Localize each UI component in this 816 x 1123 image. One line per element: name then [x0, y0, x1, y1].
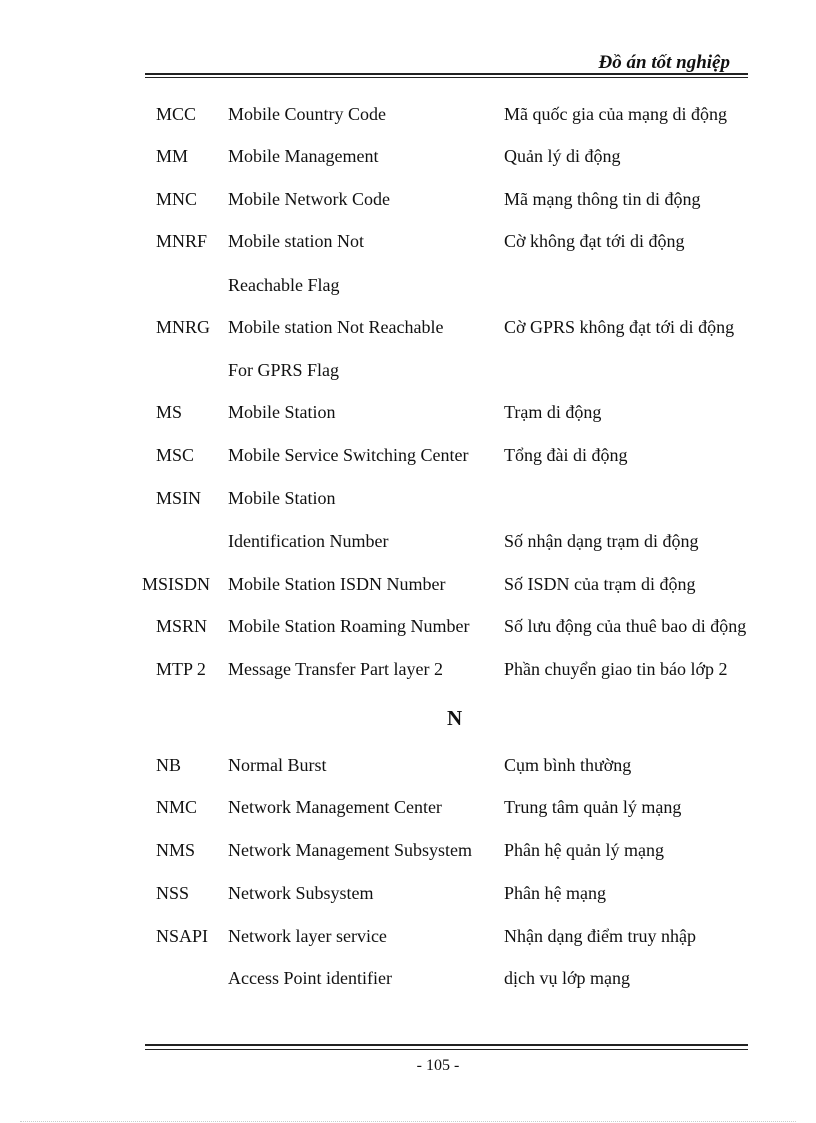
footer-rule-top — [145, 1044, 748, 1046]
english-term: Mobile Station ISDN Number — [228, 574, 446, 594]
vietnamese-meaning: Mã mạng thông tin di động — [504, 189, 701, 209]
vietnamese-meaning: Nhận dạng điểm truy nhập — [504, 926, 696, 946]
abbreviation: MSRN — [156, 616, 208, 636]
glossary-row-continuation — [0, 275, 816, 299]
glossary-row — [0, 488, 816, 512]
vietnamese-meaning: Phân hệ quản lý mạng — [504, 840, 664, 860]
header-rule-top — [145, 73, 748, 75]
page-number: - 105 - — [416, 1057, 460, 1074]
glossary-row-continuation — [0, 968, 816, 992]
glossary-row — [0, 840, 816, 864]
glossary-row — [0, 402, 816, 426]
english-term: Message Transfer Part layer 2 — [228, 659, 443, 679]
abbreviation: MS — [156, 402, 183, 422]
abbreviation: NSS — [156, 883, 190, 903]
english-term: Mobile station Not — [228, 231, 364, 251]
section-heading-letter: N — [447, 706, 463, 730]
english-term: Network layer service — [228, 926, 387, 946]
english-term: For GPRS Flag — [228, 360, 340, 380]
vietnamese-meaning: Quản lý di động — [504, 146, 621, 166]
vietnamese-meaning: Số ISDN của trạm di động — [504, 574, 696, 594]
abbreviation: MNRG — [156, 317, 211, 337]
glossary-row — [0, 104, 816, 128]
english-term: Mobile Network Code — [228, 189, 390, 209]
vietnamese-meaning: Phần chuyển giao tin báo lớp 2 — [504, 659, 728, 679]
english-term: Network Management Subsystem — [228, 840, 472, 860]
english-term: Mobile Station — [228, 402, 336, 422]
abbreviation: NSAPI — [156, 926, 209, 946]
glossary-row — [0, 231, 816, 255]
vietnamese-meaning: Trạm di động — [504, 402, 602, 422]
vietnamese-meaning: Cờ GPRS không đạt tới di động — [504, 317, 735, 337]
glossary-row-continuation — [0, 360, 816, 384]
english-term: Mobile Country Code — [228, 104, 386, 124]
english-term: Mobile Station Roaming Number — [228, 616, 470, 636]
abbreviation: NB — [156, 755, 182, 775]
abbreviation: MSIN — [156, 488, 202, 508]
abbreviation: MNRF — [156, 231, 208, 251]
glossary-row — [0, 616, 816, 640]
abbreviation: MCC — [156, 104, 197, 124]
abbreviation: MM — [156, 146, 189, 166]
vietnamese-meaning: Cụm bình thường — [504, 755, 632, 775]
glossary-row — [0, 883, 816, 907]
vietnamese-meaning: Trung tâm quản lý mạng — [504, 797, 682, 817]
glossary-row — [0, 146, 816, 170]
english-term: Network Management Center — [228, 797, 442, 817]
page-header-title: Đồ án tốt nghiệp — [598, 52, 730, 73]
english-term: Mobile station Not Reachable — [228, 317, 444, 337]
glossary-row — [0, 574, 816, 598]
footer-rule-bottom — [145, 1049, 748, 1050]
vietnamese-meaning: Cờ không đạt tới di động — [504, 231, 685, 251]
abbreviation: MSC — [156, 445, 195, 465]
abbreviation: NMS — [156, 840, 196, 860]
glossary-row — [0, 797, 816, 821]
vietnamese-meaning: dịch vụ lớp mạng — [504, 968, 630, 988]
page-edge-divider — [20, 1121, 796, 1122]
vietnamese-meaning: Phân hệ mạng — [504, 883, 606, 903]
abbreviation: MNC — [156, 189, 198, 209]
glossary-row — [0, 755, 816, 779]
english-term: Mobile Station — [228, 488, 336, 508]
glossary-row — [0, 189, 816, 213]
vietnamese-meaning: Số lưu động của thuê bao di động — [504, 616, 747, 636]
english-term: Identification Number — [228, 531, 389, 551]
abbreviation: MTP 2 — [156, 659, 206, 679]
glossary-row-continuation — [0, 531, 816, 555]
vietnamese-meaning: Số nhận dạng trạm di động — [504, 531, 699, 551]
abbreviation: MSISDN — [142, 574, 211, 594]
glossary-row — [0, 926, 816, 950]
vietnamese-meaning: Tổng đài di động — [504, 445, 628, 465]
english-term: Access Point identifier — [228, 968, 392, 988]
glossary-row — [0, 317, 816, 341]
glossary-row — [0, 445, 816, 469]
english-term: Network Subsystem — [228, 883, 374, 903]
vietnamese-meaning: Mã quốc gia của mạng di động — [504, 104, 727, 124]
english-term: Normal Burst — [228, 755, 327, 775]
english-term: Reachable Flag — [228, 275, 340, 295]
header-rule-bottom — [145, 77, 748, 78]
abbreviation: NMC — [156, 797, 198, 817]
glossary-row — [0, 659, 816, 683]
english-term: Mobile Service Switching Center — [228, 445, 469, 465]
english-term: Mobile Management — [228, 146, 379, 166]
